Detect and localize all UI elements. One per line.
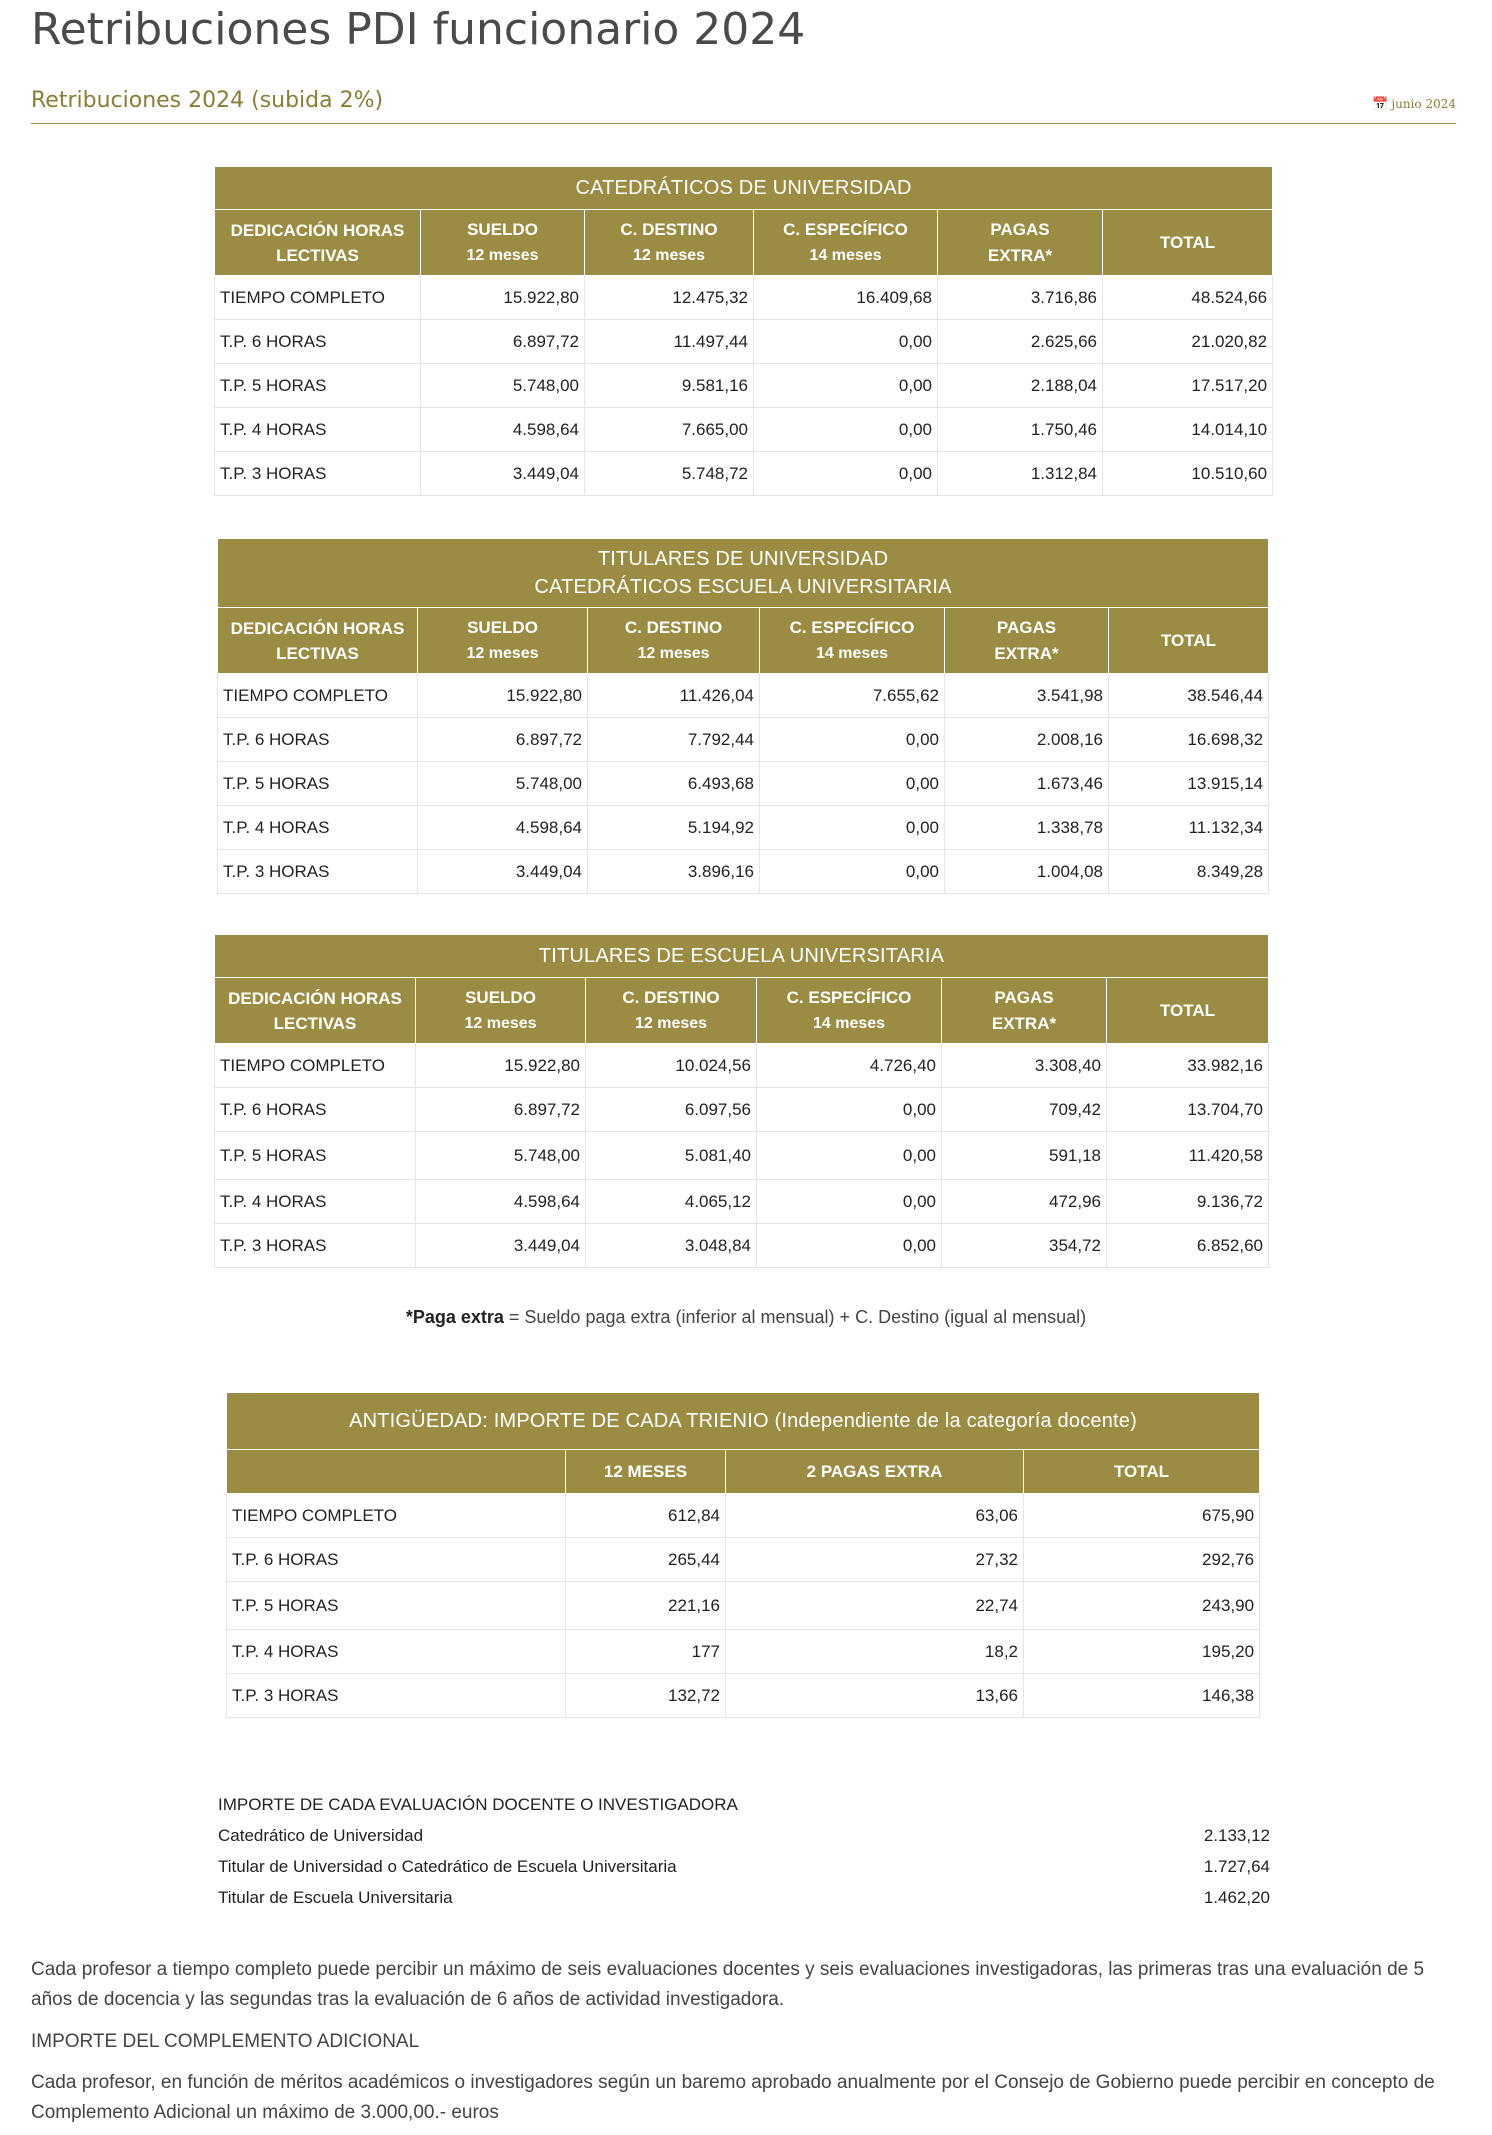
- row-label: T.P. 3 HORAS: [218, 850, 418, 894]
- column-header-text: C. DESTINO: [620, 219, 718, 239]
- table-row: [215, 320, 1273, 364]
- cell-value: 3.449,04: [416, 1224, 586, 1268]
- cell-value: 9.136,72: [1107, 1180, 1269, 1224]
- row-label: TIEMPO COMPLETO: [215, 1044, 416, 1088]
- column-header: [585, 210, 754, 276]
- column-header: [418, 608, 588, 674]
- row-label: T.P. 4 HORAS: [227, 1630, 566, 1674]
- cell-value: 17.517,20: [1103, 364, 1273, 408]
- table-caption-row: [218, 539, 1269, 608]
- table-row: [215, 408, 1273, 452]
- table-header-row: [227, 1450, 1260, 1494]
- column-header: [1103, 210, 1273, 276]
- column-header-text: 14 meses: [809, 246, 882, 264]
- table-caption-row: [215, 167, 1273, 210]
- column-header: [588, 608, 760, 674]
- column-header-text: 12 meses: [464, 1014, 537, 1032]
- calendar-icon: 📅: [1372, 97, 1389, 112]
- column-header: [416, 978, 586, 1044]
- table-row: [215, 1180, 1269, 1224]
- evaluacion-amount: 2.133,12: [1203, 1826, 1270, 1845]
- cell-value: 4.726,40: [757, 1044, 942, 1088]
- cell-value: 195,20: [1024, 1630, 1260, 1674]
- cell-value: 0,00: [757, 1180, 942, 1224]
- column-header-text: DEDICACIÓN HORAS LECTIVAS: [228, 988, 402, 1033]
- column-header: [421, 210, 585, 276]
- column-header: [938, 210, 1103, 276]
- cell-value: 21.020,82: [1103, 320, 1273, 364]
- salary-table: [214, 934, 1269, 1268]
- evaluacion-category: Titular de Escuela Universitaria: [218, 1888, 453, 1907]
- row-label: T.P. 5 HORAS: [215, 364, 421, 408]
- row-label: T.P. 6 HORAS: [215, 1088, 416, 1132]
- cell-value: 221,16: [566, 1582, 726, 1630]
- cell-value: 675,90: [1024, 1494, 1260, 1538]
- column-header: [945, 608, 1109, 674]
- cell-value: 6.493,68: [588, 762, 760, 806]
- salary-table: [217, 538, 1269, 894]
- column-header-text: 14 meses: [815, 644, 889, 662]
- table-row: [215, 452, 1273, 496]
- trienio-table: [226, 1392, 1260, 1718]
- table-caption-row: [215, 935, 1269, 978]
- table-row: [218, 674, 1269, 718]
- caption-line: CATEDRÁTICOS ESCUELA UNIVERSITARIA: [534, 576, 952, 598]
- cell-value: 33.982,16: [1107, 1044, 1269, 1088]
- cell-value: 6.897,72: [421, 320, 585, 364]
- column-header-text: 12 meses: [632, 246, 706, 264]
- cell-value: 0,00: [757, 1224, 942, 1268]
- row-label: T.P. 6 HORAS: [215, 320, 421, 364]
- cell-value: 5.194,92: [588, 806, 760, 850]
- row-label: T.P. 4 HORAS: [218, 806, 418, 850]
- evaluacion-title-text: IMPORTE DE CADA EVALUACIÓN DOCENTE O INVESTIGADORA: [218, 1795, 738, 1814]
- column-header-text: 12 meses: [466, 246, 539, 264]
- subtitle: Retribuciones 2024 (subida 2%): [31, 88, 384, 113]
- cell-value: 0,00: [760, 762, 945, 806]
- column-header-text: 14 meses: [812, 1014, 886, 1032]
- evaluacion-row: [218, 1826, 1270, 1850]
- cell-value: 4.598,64: [418, 806, 588, 850]
- caption-line: TITULARES DE UNIVERSIDAD: [597, 548, 889, 570]
- publish-date: [1372, 97, 1456, 112]
- cell-value: 7.792,44: [588, 718, 760, 762]
- cell-value: 132,72: [566, 1674, 726, 1718]
- cell-value: 4.065,12: [586, 1180, 757, 1224]
- cell-value: 7.665,00: [585, 408, 754, 452]
- row-label: T.P. 5 HORAS: [227, 1582, 566, 1630]
- cell-value: 2.008,16: [945, 718, 1109, 762]
- cell-value: 15.922,80: [418, 674, 588, 718]
- table-row: [218, 850, 1269, 894]
- cell-value: 48.524,66: [1103, 276, 1273, 320]
- cell-value: 2.188,04: [938, 364, 1103, 408]
- table-caption: [215, 935, 1269, 978]
- salary-table: [214, 166, 1273, 496]
- row-label: T.P. 6 HORAS: [218, 718, 418, 762]
- cell-value: 15.922,80: [416, 1044, 586, 1088]
- row-label: T.P. 4 HORAS: [215, 408, 421, 452]
- cell-value: 6.852,60: [1107, 1224, 1269, 1268]
- column-header: [215, 210, 421, 276]
- table-row: [227, 1582, 1260, 1630]
- column-header: [760, 608, 945, 674]
- table-row: [227, 1538, 1260, 1582]
- cell-value: 4.598,64: [416, 1180, 586, 1224]
- table-caption-row: [227, 1393, 1260, 1450]
- cell-value: 11.497,44: [585, 320, 754, 364]
- cell-value: 6.097,56: [586, 1088, 757, 1132]
- cell-value: 38.546,44: [1109, 674, 1269, 718]
- cell-value: 27,32: [726, 1538, 1024, 1582]
- column-header-text: TOTAL: [1159, 1000, 1216, 1020]
- row-label: TIEMPO COMPLETO: [227, 1494, 566, 1538]
- cell-value: 13.915,14: [1109, 762, 1269, 806]
- evaluacion-amount: 1.727,64: [1203, 1857, 1270, 1876]
- column-header: [586, 978, 757, 1044]
- cell-value: 0,00: [754, 408, 938, 452]
- cell-value: 177: [566, 1630, 726, 1674]
- evaluacion-category: Catedrático de Universidad: [218, 1826, 424, 1845]
- cell-value: 63,06: [726, 1494, 1024, 1538]
- row-label: T.P. 4 HORAS: [215, 1180, 416, 1224]
- paga-extra-note: [0, 1307, 1492, 1328]
- column-header-text: PAGAS: [990, 219, 1050, 239]
- cell-value: 591,18: [942, 1132, 1107, 1180]
- column-header-text: 12 meses: [637, 644, 710, 662]
- cell-value: 13,66: [726, 1674, 1024, 1718]
- evaluacion-title: [218, 1795, 1270, 1819]
- row-label: TIEMPO COMPLETO: [215, 276, 421, 320]
- column-header: [1107, 978, 1269, 1044]
- column-header-text: C. ESPECÍFICO: [783, 219, 908, 239]
- column-header: [754, 210, 938, 276]
- cell-value: 3.308,40: [942, 1044, 1107, 1088]
- cell-value: 3.449,04: [418, 850, 588, 894]
- table-row: [227, 1494, 1260, 1538]
- cell-value: 16.698,32: [1109, 718, 1269, 762]
- column-header-text: DEDICACIÓN HORAS LECTIVAS: [230, 618, 405, 663]
- table-caption: [215, 167, 1273, 210]
- cell-value: 15.922,80: [421, 276, 585, 320]
- cell-value: 10.024,56: [586, 1044, 757, 1088]
- cell-value: 5.748,00: [421, 364, 585, 408]
- column-header-text: 12 meses: [634, 1014, 708, 1032]
- cell-value: 13.704,70: [1107, 1088, 1269, 1132]
- cell-value: 243,90: [1024, 1582, 1260, 1630]
- column-header-text: PAGAS: [996, 617, 1057, 637]
- cell-value: 11.426,04: [588, 674, 760, 718]
- table-row: [215, 364, 1273, 408]
- complemento-paragraph: Cada profesor, en función de méritos académicos o investigadores según un baremo aprobado anualmente por el Consejo de Gobierno puede percibir en concepto de Complemento Adicional un máximo de 3.000,00.- euros: [31, 2072, 1435, 2123]
- table-row: [215, 1088, 1269, 1132]
- column-header-text: SUELDO: [467, 219, 538, 239]
- column-header: 12 MESES: [566, 1450, 726, 1494]
- column-header-text: EXTRA*: [994, 643, 1059, 663]
- table-header-row: [215, 210, 1273, 276]
- cell-value: 0,00: [754, 452, 938, 496]
- table-row: [218, 718, 1269, 762]
- column-header: [1109, 608, 1269, 674]
- table-row: [227, 1674, 1260, 1718]
- table-row: [215, 1224, 1269, 1268]
- column-header-text: EXTRA*: [987, 245, 1053, 265]
- cell-value: 709,42: [942, 1088, 1107, 1132]
- column-header-text: SUELDO: [465, 987, 536, 1007]
- column-header: [942, 978, 1107, 1044]
- cell-value: 146,38: [1024, 1674, 1260, 1718]
- cell-value: 4.598,64: [421, 408, 585, 452]
- cell-value: 16.409,68: [754, 276, 938, 320]
- row-label: TIEMPO COMPLETO: [218, 674, 418, 718]
- column-header-text: C. DESTINO: [622, 987, 720, 1007]
- row-label: T.P. 3 HORAS: [215, 452, 421, 496]
- cell-value: 3.716,86: [938, 276, 1103, 320]
- column-header: TOTAL: [1024, 1450, 1260, 1494]
- cell-value: 612,84: [566, 1494, 726, 1538]
- column-header-text: C. DESTINO: [624, 617, 723, 637]
- table-caption: [218, 539, 1269, 608]
- cell-value: 0,00: [760, 806, 945, 850]
- cell-value: 1.673,46: [945, 762, 1109, 806]
- page-title: Retribuciones PDI funcionario 2024: [31, 4, 806, 55]
- cell-value: 11.420,58: [1107, 1132, 1269, 1180]
- cell-value: 265,44: [566, 1538, 726, 1582]
- column-header: [215, 978, 416, 1044]
- cell-value: 1.338,78: [945, 806, 1109, 850]
- cell-value: 472,96: [942, 1180, 1107, 1224]
- caption-line: CATEDRÁTICOS DE UNIVERSIDAD: [575, 177, 912, 199]
- column-header: [218, 608, 418, 674]
- cell-value: 0,00: [760, 850, 945, 894]
- column-header: [227, 1450, 566, 1494]
- cell-value: 0,00: [754, 364, 938, 408]
- table-header-row: [218, 608, 1269, 674]
- table-row: [215, 1044, 1269, 1088]
- note-text: = Sueldo paga extra (inferior al mensual) + C. Destino (igual al mensual): [503, 1307, 1087, 1327]
- row-label: T.P. 5 HORAS: [218, 762, 418, 806]
- column-header-text: PAGAS: [994, 987, 1054, 1007]
- cell-value: 14.014,10: [1103, 408, 1273, 452]
- cell-value: 10.510,60: [1103, 452, 1273, 496]
- evaluacion-row: [218, 1857, 1270, 1881]
- note-bold: *Paga extra: [405, 1307, 504, 1327]
- cell-value: 11.132,34: [1109, 806, 1269, 850]
- table-header-row: [215, 978, 1269, 1044]
- evaluacion-amount: 1.462,20: [1203, 1888, 1270, 1907]
- evaluaciones-paragraph: Cada profesor a tiempo completo puede percibir un máximo de seis evaluaciones docentes y seis evaluaciones investigadoras, las primeras tras una evaluación de 5 años de docencia y las segundas tras la evaluación de 6 años de actividad investigadora.: [31, 1959, 1425, 2010]
- cell-value: 0,00: [757, 1132, 942, 1180]
- row-label: T.P. 3 HORAS: [215, 1224, 416, 1268]
- cell-value: 354,72: [942, 1224, 1107, 1268]
- cell-value: 3.541,98: [945, 674, 1109, 718]
- table-caption: ANTIGÜEDAD: IMPORTE DE CADA TRIENIO (Independiente de la categoría docente): [227, 1393, 1260, 1450]
- cell-value: 3.449,04: [421, 452, 585, 496]
- evaluacion-category: Titular de Universidad o Catedrático de Escuela Universitaria: [218, 1857, 677, 1876]
- column-header-text: TOTAL: [1160, 630, 1217, 650]
- cell-value: 1.004,08: [945, 850, 1109, 894]
- cell-value: 1.312,84: [938, 452, 1103, 496]
- evaluacion-row: [218, 1888, 1270, 1912]
- cell-value: 5.748,72: [585, 452, 754, 496]
- cell-value: 7.655,62: [760, 674, 945, 718]
- cell-value: 6.897,72: [418, 718, 588, 762]
- cell-value: 2.625,66: [938, 320, 1103, 364]
- column-header: 2 PAGAS EXTRA: [726, 1450, 1024, 1494]
- column-header-text: C. ESPECÍFICO: [786, 987, 912, 1007]
- cell-value: 0,00: [760, 718, 945, 762]
- cell-value: 3.896,16: [588, 850, 760, 894]
- cell-value: 8.349,28: [1109, 850, 1269, 894]
- cell-value: 5.748,00: [418, 762, 588, 806]
- cell-value: 1.750,46: [938, 408, 1103, 452]
- cell-value: 18,2: [726, 1630, 1024, 1674]
- table-row: [215, 1132, 1269, 1180]
- column-header-text: TOTAL: [1159, 232, 1216, 252]
- article-subheader: [31, 85, 1456, 124]
- column-header-text: DEDICACIÓN HORAS LECTIVAS: [230, 220, 405, 265]
- cell-value: 12.475,32: [585, 276, 754, 320]
- column-header-text: EXTRA*: [991, 1013, 1057, 1033]
- column-header: [757, 978, 942, 1044]
- row-label: T.P. 3 HORAS: [227, 1674, 566, 1718]
- column-header-text: C. ESPECÍFICO: [789, 617, 915, 637]
- cell-value: 292,76: [1024, 1538, 1260, 1582]
- cell-value: 3.048,84: [586, 1224, 757, 1268]
- table-row: [218, 762, 1269, 806]
- column-header-text: SUELDO: [467, 617, 538, 637]
- complemento-heading: IMPORTE DEL COMPLEMENTO ADICIONAL: [31, 2031, 420, 2052]
- table-row: [227, 1630, 1260, 1674]
- cell-value: 22,74: [726, 1582, 1024, 1630]
- cell-value: 5.081,40: [586, 1132, 757, 1180]
- cell-value: 9.581,16: [585, 364, 754, 408]
- cell-value: 6.897,72: [416, 1088, 586, 1132]
- cell-value: 0,00: [754, 320, 938, 364]
- cell-value: 0,00: [757, 1088, 942, 1132]
- caption-line: TITULARES DE ESCUELA UNIVERSITARIA: [538, 945, 945, 967]
- table-row: [218, 806, 1269, 850]
- table-row: [215, 276, 1273, 320]
- row-label: T.P. 6 HORAS: [227, 1538, 566, 1582]
- cell-value: 5.748,00: [416, 1132, 586, 1180]
- column-header-text: 12 meses: [466, 644, 539, 662]
- date-text: junio 2024: [1391, 97, 1456, 111]
- row-label: T.P. 5 HORAS: [215, 1132, 416, 1180]
